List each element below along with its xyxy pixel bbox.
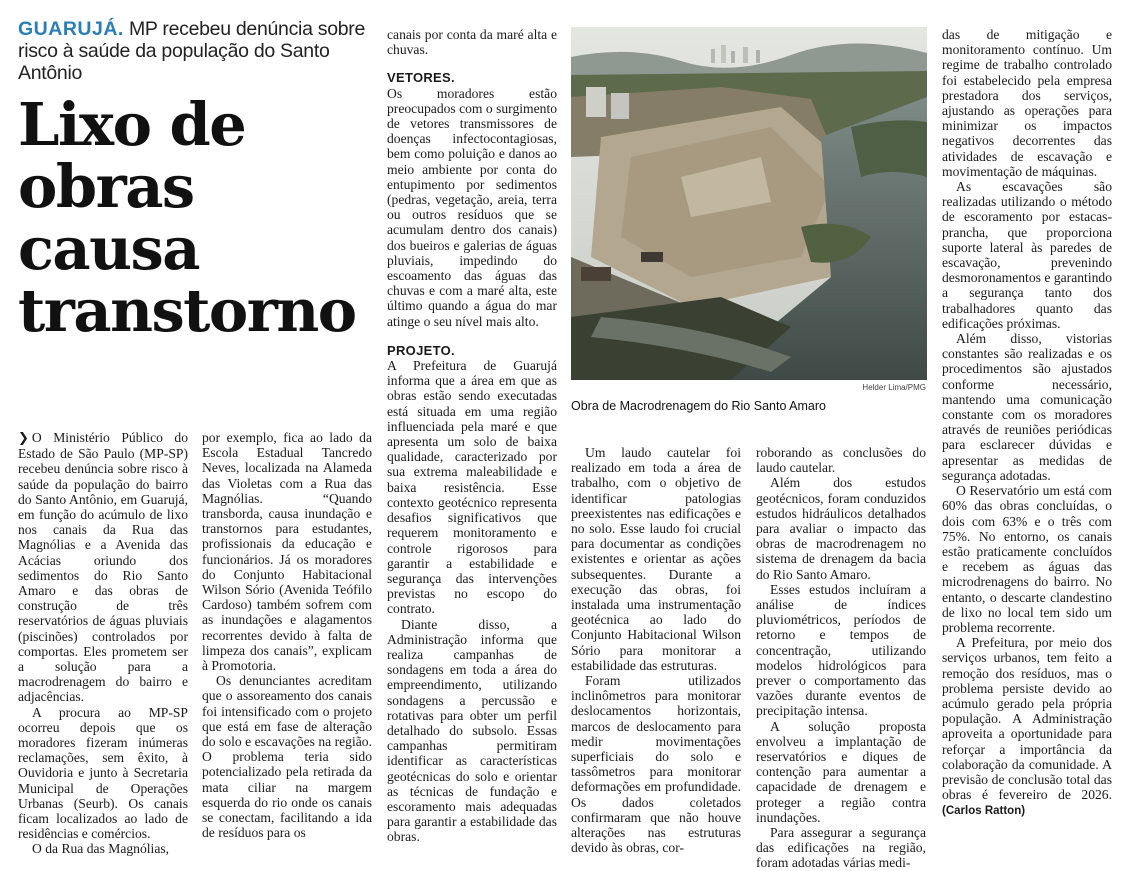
column-1: [18, 430, 188, 857]
paragraph: das de mitigação e monitoramento contínuo. Um regime de trabalho controlado foi estabelecido pela empresa prestadora dos serviços, ajustando as operações para minimizar os impactos negativos decorrentes das atividades de escavação e movimentação de máquinas.: [942, 27, 1112, 179]
headline: [18, 90, 378, 345]
paragraph: Para assegurar a segurança das edificações na região, foram adotadas várias medi-: [756, 825, 926, 871]
photo-credit: Helder Lima/PMG: [862, 383, 926, 392]
column-4: [571, 445, 741, 855]
column-5: [756, 445, 926, 871]
subhead-vetores: VETORES.: [387, 70, 455, 86]
paragraph: Foram utilizados inclinômetros para monitorar deslocamentos horizontais, marcos de deslocamento para medir movimentações superficiais do solo e tassômetros para monitorar deformações em profundidade. Os dados coletados confirmaram que não houve alterações nas estruturas devido às obras, cor-: [571, 673, 741, 856]
lead-paragraph: ❯ O Ministério Público do Estado de São Paulo (MP-SP) recebeu denúncia sobre risco à saúde da população do bairro do Santo Antônio, em Guarujá, em função do acúmulo de lixo nos canais da Rua das Magnólias e a Avenida das Acácias oriundo dos sedimentos do Rio Santo Amaro e das obras de construção de três reservatórios de águas pluviais (piscinões) controlados por comportas. Eles prometem ser a solução para a macrodrenagem do bairro e adjacências.: [18, 430, 188, 705]
photo-caption: Obra de Macrodrenagem do Rio Santo Amaro: [571, 399, 826, 413]
paragraph: roborando as conclusões do laudo cautelar.: [756, 445, 926, 476]
headline-line: Lixo de: [18, 90, 246, 159]
kicker-text: MP recebeu denúncia sobre risco à saúde da população do Santo Antônio: [18, 18, 366, 84]
headline-line: causa: [18, 214, 199, 283]
construction-photo: [571, 27, 927, 380]
article-kicker: [18, 18, 368, 84]
headline-line: transtorno: [18, 276, 356, 345]
paragraph: Além disso, vistorias constantes são realizadas e os procedimentos são ajustados conforme necessário, mantendo uma comunicação constante com os moradores através de reuniões periódicas para esclarecer dúvidas e apresentar as medidas de segurança adotadas.: [942, 331, 1112, 483]
paragraph: Os denunciantes acreditam que o assoreamento dos canais foi intensificado com o projeto que está em fase de alteração do solo e escavações na região. O problema teria sido potencializado pela retirada da mata ciliar na margem esquerda do rio onde os canais se conectam, facilitando a ida de resíduos para os: [202, 673, 372, 841]
paragraph: Um laudo cautelar foi realizado em toda a área de trabalho, com o objetivo de identificar patologias preexistentes nas edificações e no solo. Esse laudo foi crucial para documentar as condições existentes e orientar as ações subsequentes. Durante a execução das obras, foi instalada uma instrumentação geotécnica ao lado do Conjunto Habitacional Wilson Sório para monitorar a estabilidade das estruturas.: [571, 445, 741, 673]
paragraph: A Prefeitura de Guarujá informa que a área em que as obras estão sendo executadas está situada em uma região influenciada pela maré e que apresenta um solo de baixa qualidade, caracterizado por sua extrema maleabilidade e baixa resistência. Esse contexto geotécnico representa desafios significativos que requerem monitoramento e controle rigorosos para garantir a estabilidade e segurança das intervenções previstas no escopo do contrato.: [387, 358, 557, 617]
paragraph: O da Rua das Magnólias,: [32, 841, 170, 857]
kicker-place: GUARUJÁ.: [18, 18, 124, 40]
author-signature: (Carlos Ratton): [942, 805, 1026, 818]
paragraph: A solução proposta envolveu a implantação de reservatórios e diques de contenção para aumentar a capacidade de drenagem e proteger a região contra inundações.: [756, 718, 926, 825]
arrow-marker-icon: ❯: [18, 431, 29, 446]
column-6: [942, 27, 1112, 820]
paragraph: Além dos estudos geotécnicos, foram conduzidos estudos hidráulicos detalhados para avaliar o impacto das obras de macrodrenagem no sistema de drenagem da bacia do Rio Santo Amaro.: [756, 475, 926, 582]
paragraph: Diante disso, a Administração informa que realiza campanhas de sondagens em toda a área do empreendimento, utilizando sondagens a percussão e rotativas para obter um perfil detalhado do subsolo. Essas campanhas permitiram identificar as características geotécnicas do solo e orientar as técnicas de fundação e escoramento mais adequadas para garantir a estabilidade das obras.: [387, 616, 557, 845]
paragraph: canais por conta da maré alta e chuvas.: [387, 27, 557, 58]
paragraph: A procura ao MP-SP ocorreu depois que os moradores fizeram inúmeras reclamações, sem êxito, à Ouvidoria e junto à Secretaria Municipal de Operações Urbanas (Seurb). Os canais ficam localizados ao lado de residências e comércios.: [18, 704, 188, 842]
paragraph: Os moradores estão preocupados com o surgimento de vetores transmissores de doenças infectocontagiosas, bem como poluição e danos ao meio ambiente por conta do entupimento por sedimentos (pedras, vegetação, areia, terra ou outros resíduos que se acumulam dentro dos canais) dos bueiros e galerias de águas pluviais, impedindo do escoamento das águas das chuvas e com a maré alta, este último quando a água do mar atinge o seu nível mais alto.: [387, 85, 558, 329]
paragraph: O Reservatório um está com 60% das obras concluídas, o dois com 63% e o três com 75%. No entorno, os canais estão praticamente concluídos e recebem as águas das microdrenagens do bairro. No entanto, o descarte clandestino de lixo no local tem sido um problema recorrente.: [942, 483, 1112, 635]
subhead-projeto: PROJETO.: [387, 342, 455, 358]
paragraph: Esses estudos incluíram a análise de índices pluviométricos, períodos de retorno e tempos de concentração, utilizando modelos hidrológicos para prever o comportamento das vazões durante eventos de precipitação intensa.: [756, 581, 926, 719]
paragraph: A Prefeitura, por meio dos serviços urbanos, tem feito a remoção dos resíduos, mas o problema persiste devido ao acúmulo gerado pela própria população. A Administração aproveita a oportunidade para reforçar a importância da colaboração da comunidade. A previsão de conclusão total das obras é fevereiro de 2026. (Carlos Ratton): [942, 635, 1112, 818]
paragraph: As escavações são realizadas utilizando o método de escoramento por estacas-prancha, que proporciona suporte lateral às paredes de escavação, prevenindo desmoronamentos e garantindo a segurança tanto dos trabalhadores quanto das edificações próximas.: [942, 179, 1112, 331]
headline-line: obras: [18, 152, 194, 221]
aerial-photo-illustration: [571, 27, 927, 380]
column-2: [202, 430, 372, 840]
column-mid-top: [387, 27, 557, 845]
paragraph: por exemplo, fica ao lado da Escola Estadual Tancredo Neves, localizada na Alameda das Violetas com a Rua das Magnólias. “Quando transborda, causa inundação e transtornos para estudantes, profissionais da educação e funcionários. Já os moradores do Conjunto Habitacional Wilson Sório (Avenida Teófilo Cardoso) também sofrem com as inundações e alagamentos recorrentes devido à falta de limpeza dos canais”, explicam à Promotoria.: [202, 430, 372, 674]
